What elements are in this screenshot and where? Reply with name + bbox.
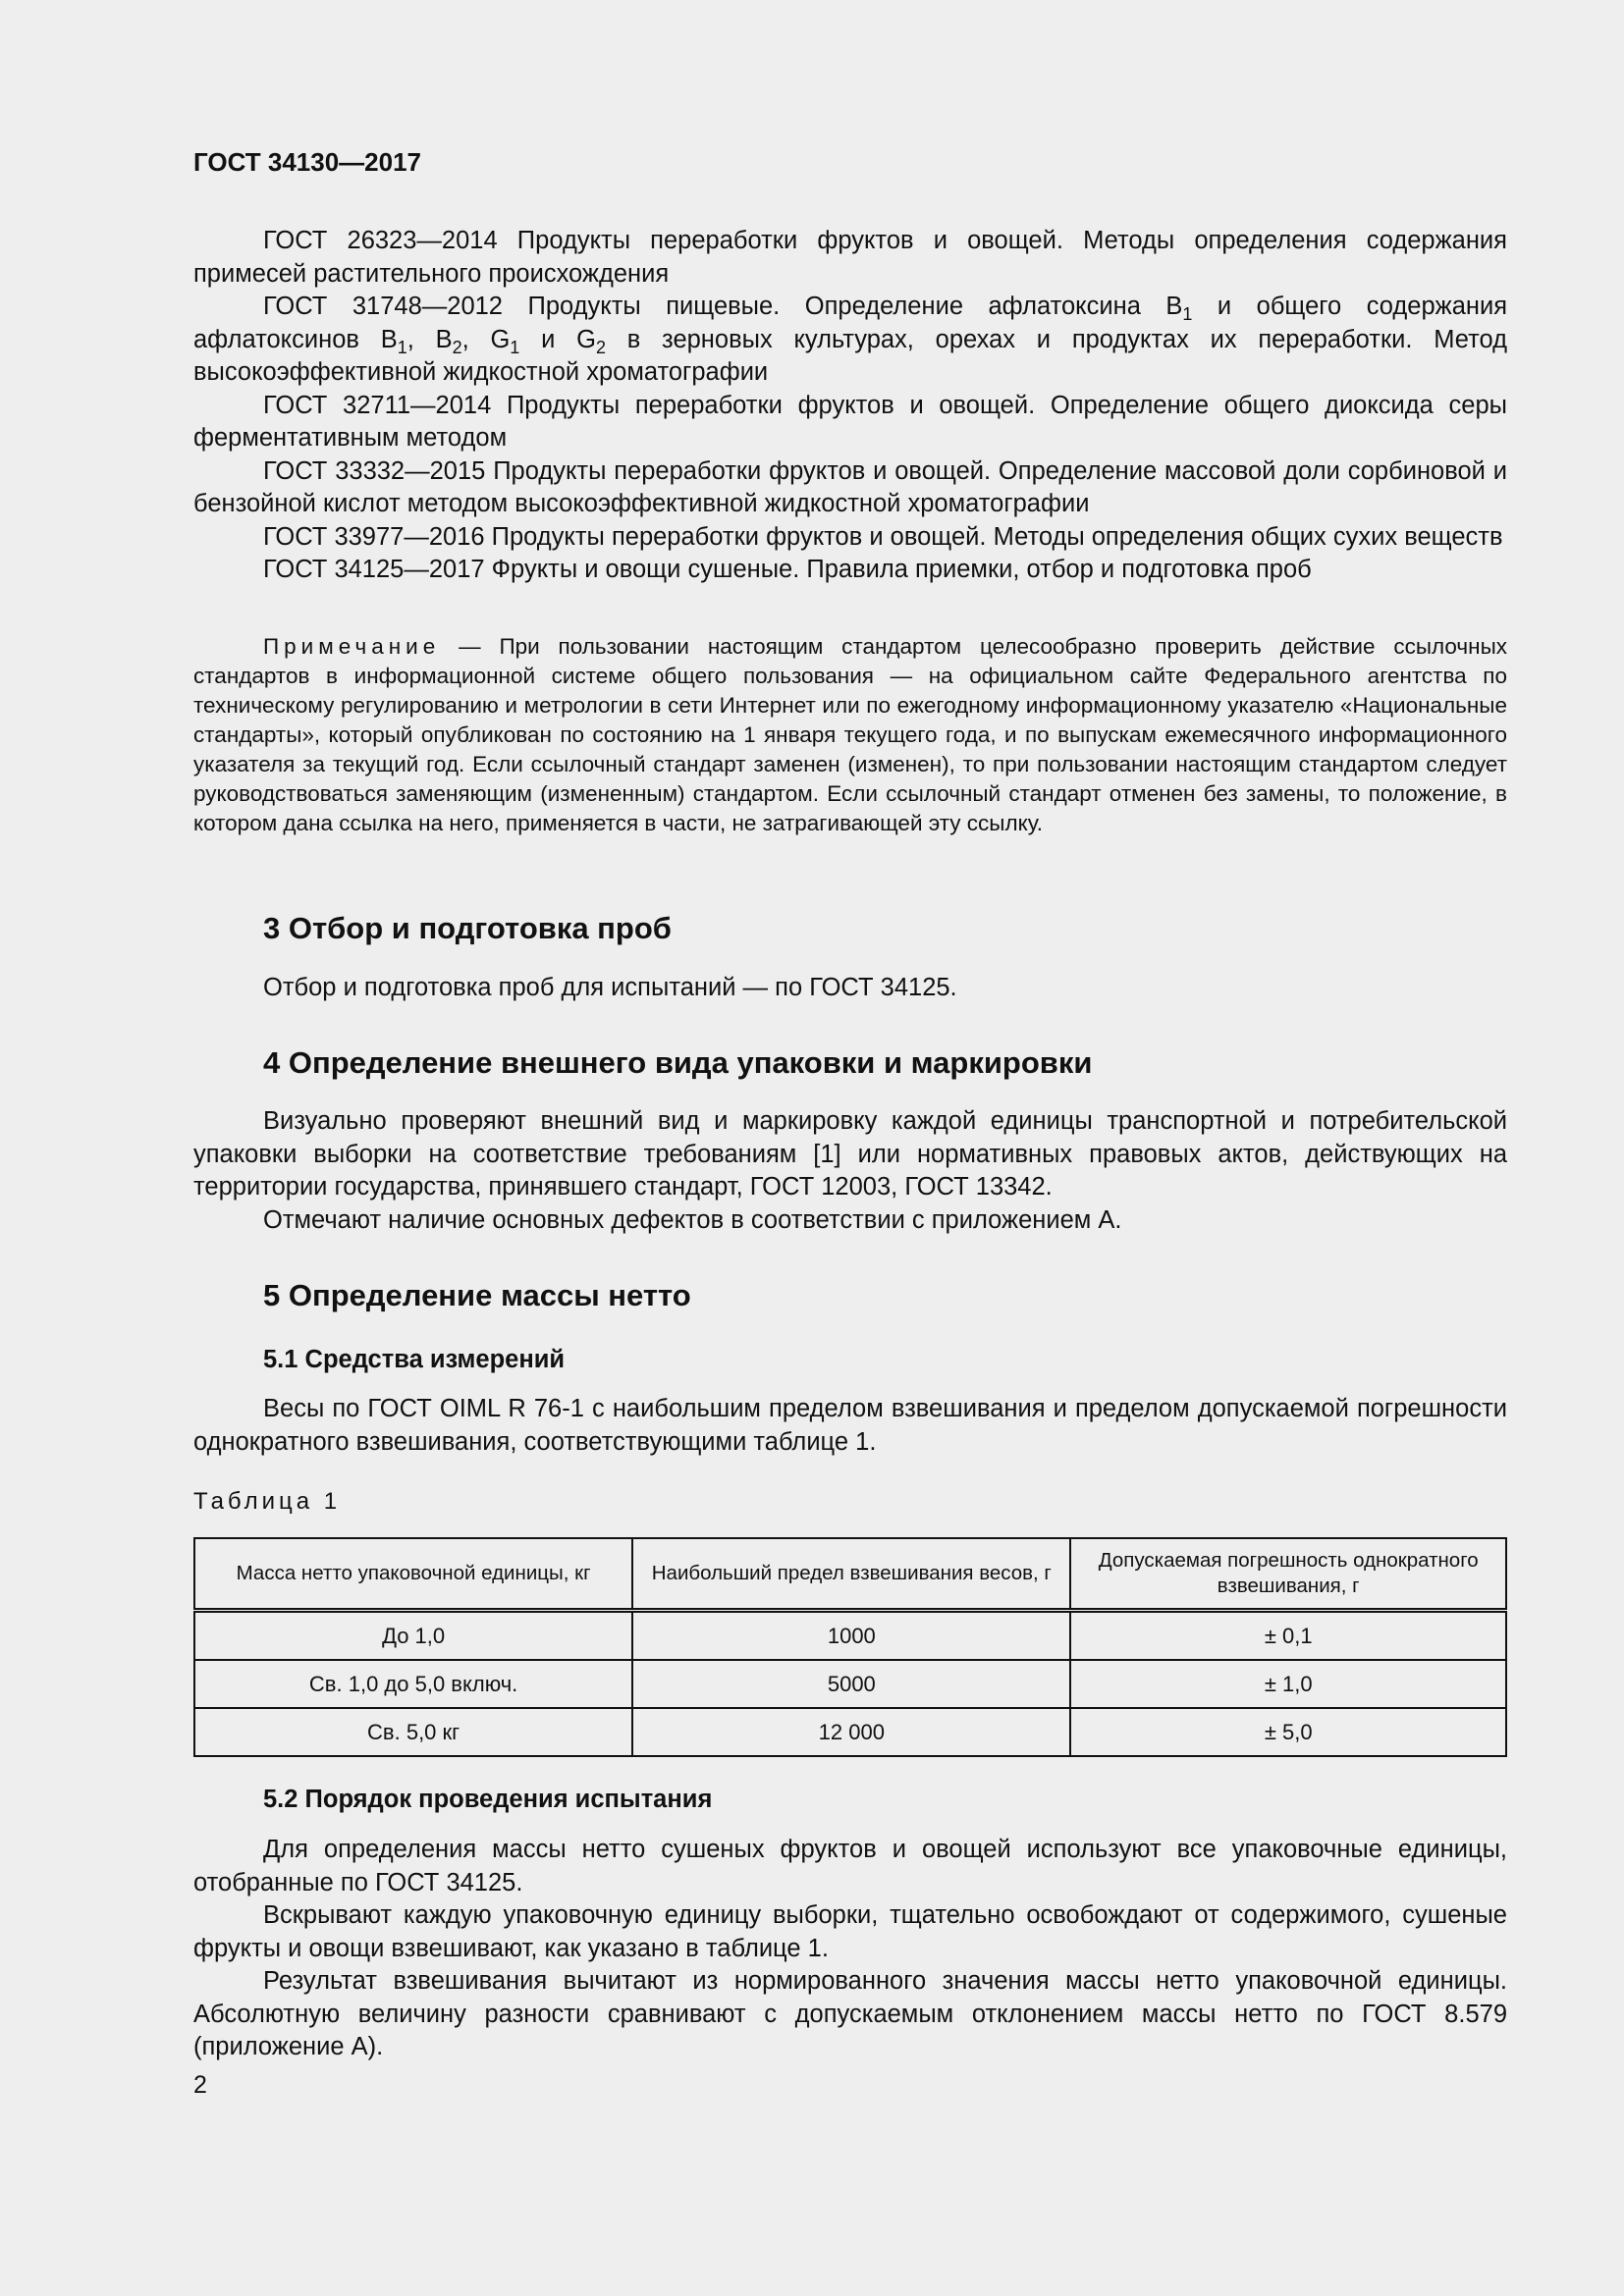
table-header-row [194, 1538, 1506, 1611]
table-row [194, 1708, 1506, 1756]
reference-item: ГОСТ 33977—2016 Продукты переработки фруктов и овощей. Методы определения общих сухих веществ [263, 522, 1503, 551]
paragraph: Отмечают наличие основных дефектов в соответствии с приложением А. [263, 1205, 1122, 1234]
page-header: ГОСТ 34130—2017 [193, 147, 421, 177]
subsection-5-2-title: 5.2 Порядок проведения испытания [263, 1786, 713, 1813]
reference-item: ГОСТ 34125—2017 Фрукты и овощи сушеные. Правила приемки, отбор и подготовка проб [263, 556, 1312, 583]
note-text: — При пользовании настоящим стандартом целесообразно проверить действие ссылочных стандартов в информационной системе общего пользования — на официальном сайте Федерального агентства по техническому регулированию и метрологии в сети Интернет или по ежегодному информационному указателю «Национальные стандарты», который опубликован по состоянию на 1 января текущего года, и по выпускам ежемесячного информационного указателя за текущий год. Если ссылочный стандарт заменен (изменен), то при пользовании настоящим стандартом следует руководствоваться заменяющим (измененным) стандартом. Если ссылочный стандарт отменен без замены, то положение, в котором дана ссылка на него, применяется в части, не затрагивающей эту ссылку. [193, 634, 1507, 835]
table-row [194, 1660, 1506, 1708]
table-cell: Св. 5,0 кг [194, 1708, 632, 1756]
paragraph: Вскрывают каждую упаковочную единицу выборки, тщательно освобождают от содержимого, сушеные фрукты и овощи взвешивают, как указано в таблице 1. [193, 1901, 1507, 1962]
note-label: Примечание [263, 634, 441, 659]
subsection-5-1-title: 5.1 Средства измерений [263, 1346, 566, 1373]
table-cell: 12 000 [632, 1708, 1070, 1756]
table-cell: Св. 1,0 до 5,0 включ. [194, 1660, 632, 1708]
table-row [194, 1611, 1506, 1661]
reference-item: ГОСТ 32711—2014 Продукты переработки фруктов и овощей. Определение общего диоксида серы ферментативным методом [193, 391, 1507, 452]
reference-item: ГОСТ 26323—2014 Продукты переработки фруктов и овощей. Методы определения содержания примесей растительного происхождения [193, 227, 1507, 288]
table-header-cell: Наибольший предел взвешивания весов, г [632, 1538, 1070, 1611]
table-caption: Таблица 1 [193, 1488, 342, 1515]
table-cell: 5000 [632, 1660, 1070, 1708]
table-cell: ± 1,0 [1070, 1660, 1506, 1708]
paragraph: Визуально проверяют внешний вид и маркировку каждой единицы транспортной и потребительской упаковки выборки на соответствие требованиям [1] или нормативных правовых актов, действующих на территории государства, принявшего стандарт, ГОСТ 12003, ГОСТ 13342. [193, 1107, 1507, 1201]
section-4-body [193, 1105, 1507, 1237]
table-header-cell: Допускаемая погрешность однократного взвешивания, г [1070, 1538, 1506, 1611]
paragraph: Весы по ГОСТ OIML R 76-1 с наибольшим пределом взвешивания и пределом допускаемой погрешности однократного взвешивания, соответствующими таблице 1. [193, 1395, 1507, 1456]
subsection-5-2-body [193, 1834, 1507, 2064]
table-cell: ± 5,0 [1070, 1708, 1506, 1756]
section-4-title: 4 Определение внешнего вида упаковки и маркировки [263, 1045, 1093, 1080]
table-cell: До 1,0 [194, 1611, 632, 1661]
paragraph: Результат взвешивания вычитают из нормированного значения массы нетто упаковочной единицы. Абсолютную величину разности сравнивают с допускаемым отклонением массы нетто по ГОСТ 8.579 (приложение А). [193, 1967, 1507, 2060]
subsection-5-1-body [193, 1393, 1507, 1459]
table-1 [193, 1537, 1507, 1757]
normative-references [193, 225, 1507, 587]
table-cell: ± 0,1 [1070, 1611, 1506, 1661]
page-number: 2 [193, 2071, 207, 2099]
paragraph: Отбор и подготовка проб для испытаний — по ГОСТ 34125. [263, 974, 957, 1001]
table-header-cell: Масса нетто упаковочной единицы, кг [194, 1538, 632, 1611]
section-3-title: 3 Отбор и подготовка проб [263, 911, 672, 945]
section-5-title: 5 Определение массы нетто [263, 1278, 691, 1312]
reference-item: ГОСТ 31748—2012 Продукты пищевые. Определение афлатоксина $В_1$ и общего содержания афлатоксинов $В_1$, $В_2$, $G_1$ и $G_2$ в зерновых культурах, орехах и продуктах их переработки. Метод высокоэффективной жидкостной хроматографии [193, 293, 1508, 386]
note-paragraph [193, 632, 1507, 838]
paragraph: Для определения массы нетто сушеных фруктов и овощей используют все упаковочные единицы, отобранные по ГОСТ 34125. [193, 1836, 1507, 1896]
table-cell: 1000 [632, 1611, 1070, 1661]
reference-item: ГОСТ 33332—2015 Продукты переработки фруктов и овощей. Определение массовой доли сорбиновой и бензойной кислот методом высокоэффективной жидкостной хроматографии [193, 456, 1507, 517]
section-3-body [193, 972, 1507, 1005]
